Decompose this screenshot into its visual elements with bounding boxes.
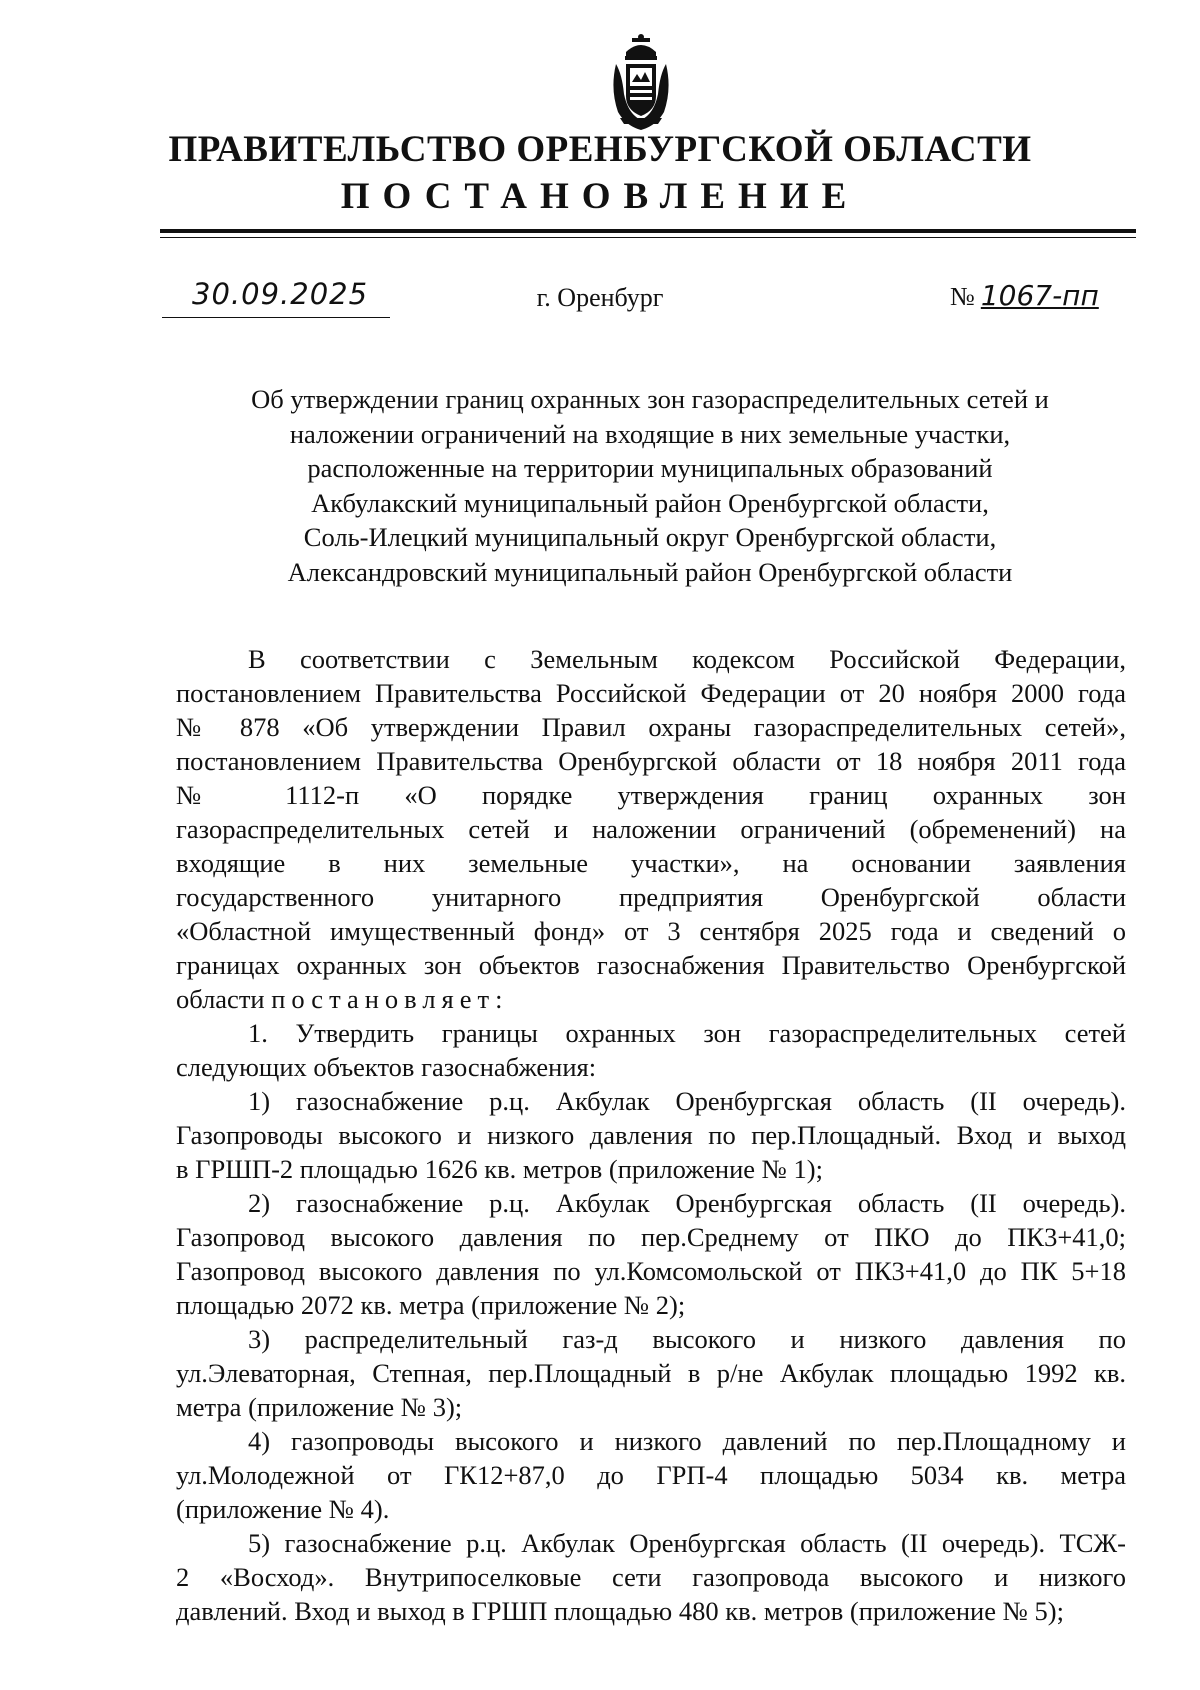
subitem-2-line: Газопровод высокого давления по ул.Комсомольской от ПК3+41,0 до ПК 5+18 (176, 1256, 1126, 1286)
subject-line: Александровский муниципальный район Оренбургской области (287, 556, 1013, 587)
preamble-line: постановлением Правительства Оренбургской области от 18 ноября 2011 года (176, 746, 1126, 776)
subitem-2-line: Газопровод высокого давления по пер.Среднему от ПКО до ПК3+41,0; (176, 1222, 1126, 1252)
subitem-3-line: 3) распределительный газ-д высокого и низкого давления по (248, 1324, 1126, 1354)
subitem-2-line: площадью 2072 кв. метра (приложение № 2); (176, 1290, 686, 1320)
subitem-5-line: 5) газоснабжение р.ц. Акбулак Оренбургская область (II очередь). ТСЖ- (248, 1528, 1126, 1558)
preamble-line: постановлением Правительства Российской Федерации от 20 ноября 2000 года (176, 678, 1126, 708)
subject-line: Об утверждении границ охранных зон газораспределительных сетей и (251, 384, 1049, 414)
subject-line: расположенные на территории муниципальных образований (307, 453, 993, 483)
subitem-3-line: ул.Элеваторная, Степная, пер.Площадный в р/не Акбулак площадью 1992 кв. (176, 1358, 1126, 1388)
subitem-5-line: давлений. Вход и выход в ГРШП площадью 480 кв. метров (приложение № 5); (176, 1596, 1064, 1626)
subitem-4-line: ул.Молодежной от ГК12+87,0 до ГРП-4 площадью 5034 кв. метра (176, 1460, 1126, 1490)
subitem-3-line: метра (приложение № 3); (176, 1392, 463, 1422)
preamble-line: границах охранных зон объектов газоснабжения Правительство Оренбургской (176, 950, 1126, 980)
organization-name: ПРАВИТЕЛЬСТВО ОРЕНБУРГСКОЙ ОБЛАСТИ (168, 129, 1032, 170)
preamble-end: области (176, 984, 265, 1014)
subitem-4-line: (приложение № 4). (176, 1494, 390, 1524)
subject-line: наложении ограничений на входящие в них земельные участки, (289, 418, 1011, 449)
subitem-1-line: Газопроводы высокого и низкого давления по пер.Площадный. Вход и выход (176, 1120, 1126, 1150)
subject-line: Соль-Илецкий муниципальный округ Оренбургской области, (303, 522, 997, 552)
subitem-2-line: 2) газоснабжение р.ц. Акбулак Оренбургская область (II очередь). (248, 1188, 1126, 1218)
preamble-line: В соответствии с Земельным кодексом Российской Федерации, (248, 644, 1126, 674)
document-type: ПОСТАНОВЛЕНИЕ (340, 176, 860, 217)
header-rule-thin (160, 237, 1136, 238)
subitem-5-line: 2 «Восход». Внутрипоселковые сети газопровода высокого и низкого (176, 1562, 1126, 1592)
preamble-line: № 878 «Об утверждении Правил охраны газораспределительных сетей», (176, 712, 1126, 742)
subitem-1-line: 1) газоснабжение р.ц. Акбулак Оренбургская область (II очередь). (248, 1086, 1126, 1116)
document-city: г. Оренбург (536, 283, 664, 312)
subitem-4-line: 4) газопроводы высокого и низкого давлений по пер.Площадному и (248, 1426, 1126, 1456)
subitem-1-line: в ГРШП-2 площадью 1626 кв. метров (приложение № 1); (176, 1154, 823, 1184)
preamble-line-final (176, 982, 1126, 1016)
header-rule-thick (160, 229, 1136, 233)
preamble-line: входящие в них земельные участки», на основании заявления (176, 848, 1126, 878)
item-1-line: следующих объектов газоснабжения: (176, 1052, 597, 1082)
document-number-field (950, 279, 1099, 312)
document-number: 1067-пп (980, 279, 1099, 312)
preamble-line: «Областной имущественный фонд» от 3 сентября 2025 года и сведений о (176, 916, 1126, 946)
document-subject (170, 382, 1130, 589)
subject-line: Акбулакский муниципальный район Оренбургской области, (311, 487, 989, 518)
number-prefix: № (950, 282, 975, 311)
preamble-line: № 1112-п «О порядке утверждения границ охранных зон (176, 780, 1126, 810)
item-1-line: 1. Утвердить границы охранных зон газораспределительных сетей (248, 1018, 1126, 1048)
document-date: 30.09.2025 (192, 277, 369, 311)
preamble-line: государственного унитарного предприятия Оренбургской области (176, 882, 1126, 912)
resolves-word: постановляет: (271, 984, 509, 1014)
document-body (176, 642, 1126, 1628)
preamble-line: газораспределительных сетей и наложении ограничений (обременений) на (176, 814, 1126, 844)
coat-of-arms-icon (606, 34, 676, 132)
